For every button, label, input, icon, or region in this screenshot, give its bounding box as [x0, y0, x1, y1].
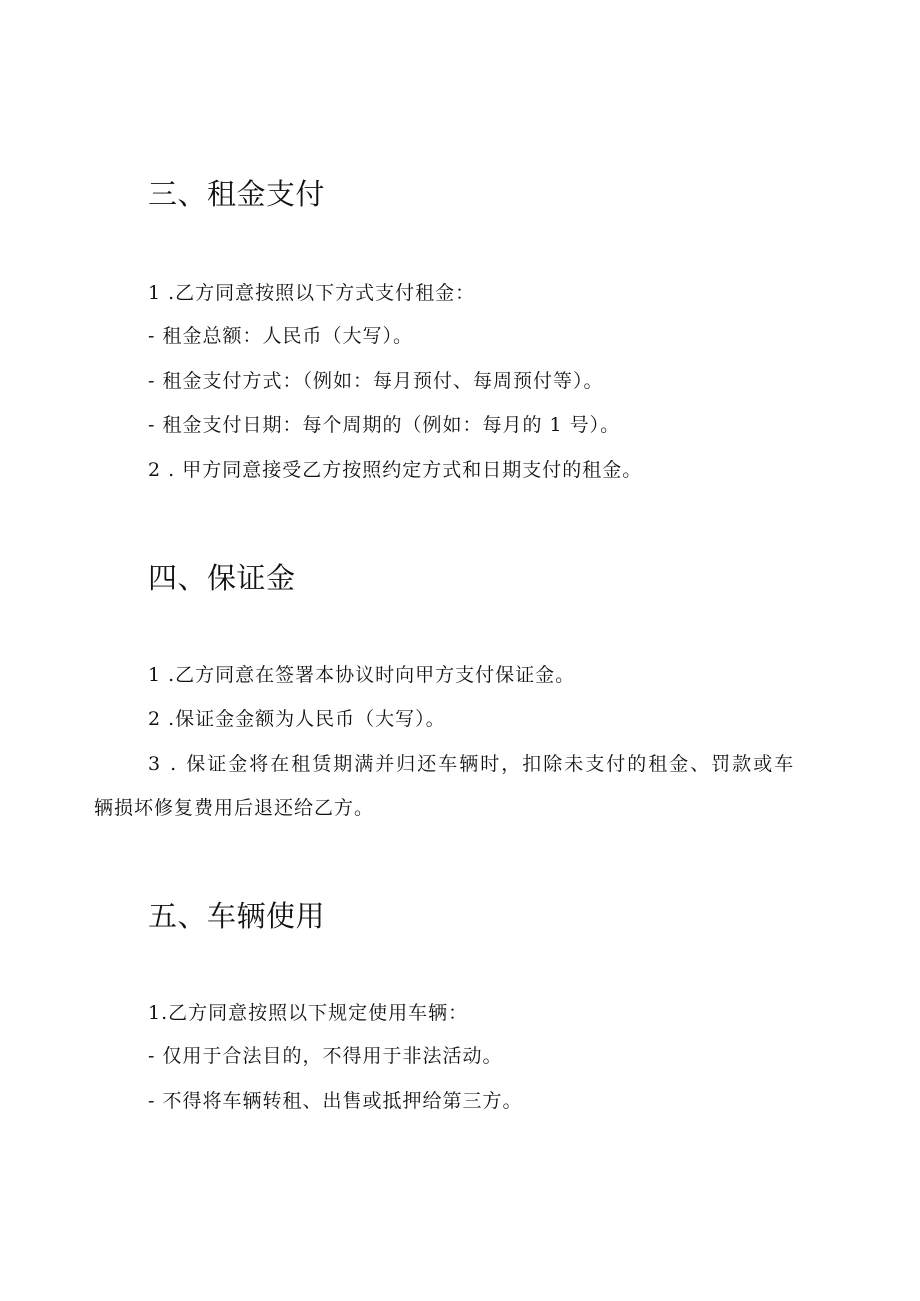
- section-heading-deposit: 四、保证金: [148, 561, 296, 595]
- vehicle-use-sublet-item: - 不得将车辆转租、出售或抵押给第三方。: [148, 1090, 523, 1112]
- rent-date-item: - 租金支付日期：每个周期的（例如：每月的 1 号）。: [148, 414, 621, 436]
- deposit-clause-2: 2 .保证金金额为人民币（大写）。: [148, 708, 446, 730]
- section-heading-vehicle-use: 五、车辆使用: [148, 899, 326, 933]
- rent-method-item: - 租金支付方式：（例如：每月预付、每周预付等）。: [148, 370, 604, 392]
- rent-clause-1: 1 .乙方同意按照以下方式支付租金：: [148, 282, 476, 304]
- vehicle-use-clause-1: 1.乙方同意按照以下规定使用车辆：: [148, 1002, 469, 1024]
- deposit-clause-3: 3 . 保证金将在租赁期满并归还车辆时，扣除未支付的租金、罚款或车: [148, 753, 796, 775]
- deposit-clause-3-continued: 辆损坏修复费用后退还给乙方。: [94, 797, 375, 819]
- section-heading-rent-payment: 三、租金支付: [148, 177, 326, 211]
- vehicle-use-legal-item: - 仅用于合法目的，不得用于非法活动。: [148, 1045, 503, 1067]
- deposit-clause-1: 1 .乙方同意在签署本协议时向甲方支付保证金。: [148, 664, 576, 686]
- rent-total-item: - 租金总额：人民币（大写）。: [148, 325, 413, 347]
- rent-clause-2: 2 . 甲方同意接受乙方按照约定方式和日期支付的租金。: [148, 459, 643, 481]
